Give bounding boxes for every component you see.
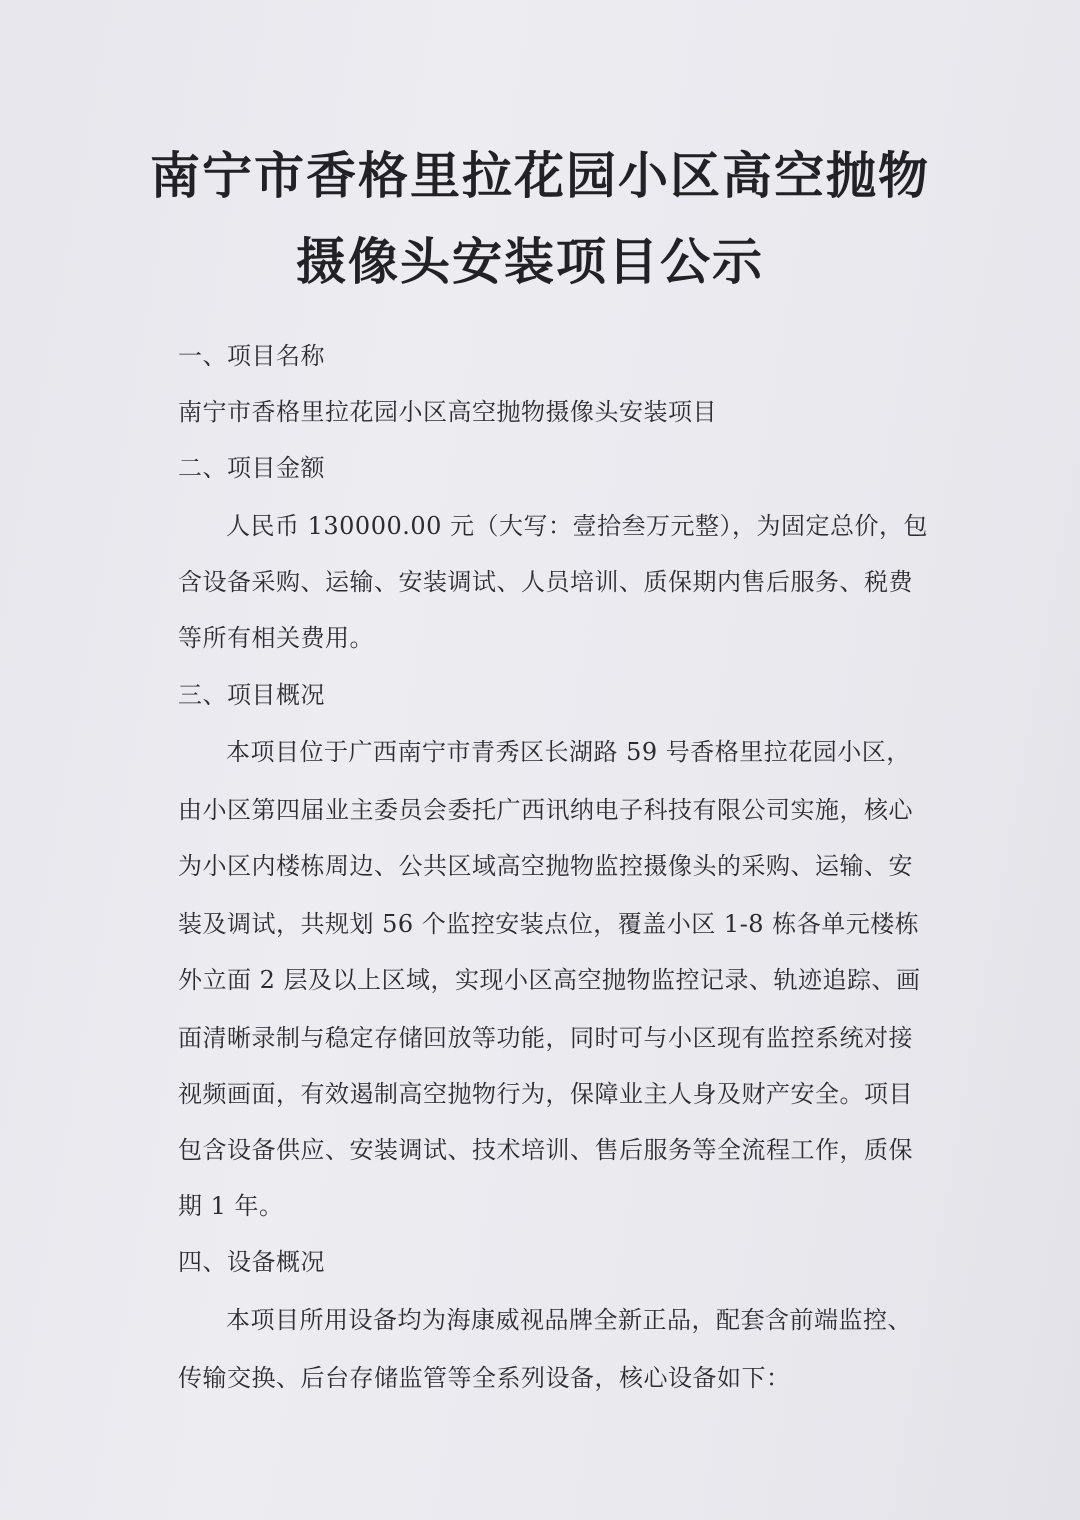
overview-line-6: 面清晰录制与稳定存储回放等功能，同时可与小区现有监控系统对接 — [178, 1024, 913, 1052]
amount-line-3: 等所有相关费用。 — [178, 624, 374, 652]
amount-line-1: 人民币 130000.00 元（大写：壹拾叁万元整），为固定总价，包 — [226, 512, 929, 540]
overview-line-5: 外立面 2 层及以上区域，实现小区高空抛物监控记录、轨迹追踪、画 — [178, 966, 921, 994]
amount-line-2: 含设备采购、运输、安装调试、人员培训、质保期内售后服务、税费 — [178, 568, 913, 596]
document-title-line-1: 南宁市香格里拉花园小区高空抛物 — [150, 147, 930, 205]
equipment-line-2: 传输交换、后台存储监管等全系列设备，核心设备如下： — [178, 1364, 791, 1392]
overview-line-1: 本项目位于广西南宁市青秀区长湖路 59 号香格里拉花园小区， — [226, 738, 911, 766]
overview-line-3: 为小区内楼栋周边、公共区域高空抛物监控摄像头的采购、运输、安 — [178, 852, 913, 880]
section-heading-amount: 二、项目金额 — [178, 454, 325, 482]
section-heading-overview: 三、项目概况 — [178, 681, 325, 709]
section-heading-project-name: 一、项目名称 — [178, 342, 325, 370]
overview-line-2: 由小区第四届业主委员会委托广西讯纳电子科技有限公司实施，核心 — [178, 796, 913, 824]
document-title-line-2: 摄像头安装项目公示 — [296, 233, 764, 291]
overview-line-8: 包含设备供应、安装调试、技术培训、售后服务等全流程工作，质保 — [178, 1136, 913, 1164]
overview-line-7: 视频画面，有效遏制高空抛物行为，保障业主人身及财产安全。项目 — [178, 1080, 913, 1108]
equipment-line-1: 本项目所用设备均为海康威视品牌全新正品，配套含前端监控、 — [226, 1306, 912, 1334]
overview-line-9: 期 1 年。 — [178, 1192, 284, 1220]
project-name-text: 南宁市香格里拉花园小区高空抛物摄像头安装项目 — [178, 398, 717, 426]
overview-line-4: 装及调试，共规划 56 个监控安装点位，覆盖小区 1-8 栋各单元楼栋 — [178, 910, 920, 938]
section-heading-equipment: 四、设备概况 — [178, 1248, 325, 1276]
